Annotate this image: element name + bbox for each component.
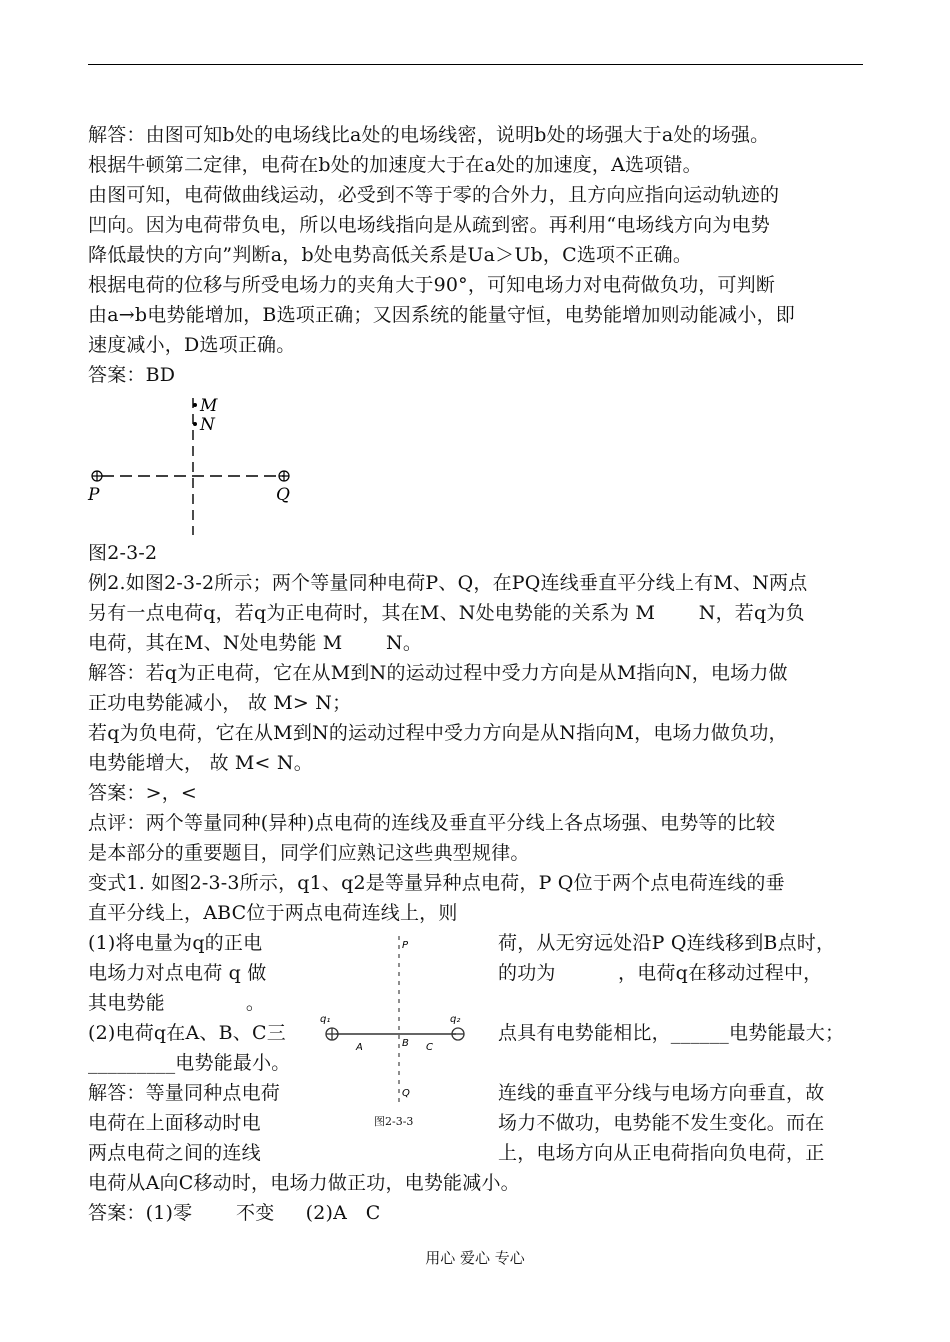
label-q: Q	[276, 485, 290, 505]
figure-caption: 图2-3-3	[374, 1115, 414, 1128]
label-p: P	[402, 940, 409, 951]
text-line: 若q为负电荷，它在从M到N的运动过程中受力方向是从N指向M，电场力做负功，	[88, 722, 788, 744]
point-n-dot	[193, 422, 197, 426]
label-b: B	[402, 1038, 409, 1049]
text-line: 降低最快的方向”判断a，b处电势高低关系是Ua＞Ub，C选项不正确。	[88, 244, 693, 266]
answer-line: 答案：>，<	[88, 782, 198, 804]
label-a: A	[356, 1042, 363, 1053]
header-rule	[88, 64, 863, 65]
label-q: Q	[402, 1088, 410, 1099]
right-column-line: 连线的垂直平分线与电场方向垂直，故	[498, 1082, 825, 1104]
text-line: 解答：若q为正电荷，它在从M到N的运动过程中受力方向是从M指向N，电场力做	[88, 662, 788, 684]
label-m: M	[200, 396, 218, 416]
left-column-line: (1)将电量为q的正电	[88, 932, 263, 954]
text-line: 例2.如图2-3-2所示；两个等量同种电荷P、Q，在PQ连线垂直平分线上有M、N两点	[88, 572, 808, 594]
text-line: 点评：两个等量同种(异种)点电荷的连线及垂直平分线上各点场强、电势等的比较	[88, 812, 776, 834]
left-column-line: 其电势能 。	[88, 992, 266, 1014]
page-footer: 用心 爱心 专心	[425, 1249, 525, 1267]
figure-2-3-3	[318, 936, 493, 1126]
right-column-line: 上，电场方向从正电荷指向负电荷，正	[498, 1142, 825, 1164]
text-line: 电势能增大， 故 M< N。	[88, 752, 313, 774]
text-line: 由图可知，电荷做曲线运动，必受到不等于零的合外力，且方向应指向运动轨迹的	[88, 184, 780, 206]
right-column-line: 的功为 ，电荷q在移动过程中，	[498, 962, 823, 984]
text-line: 正功电势能减小， 故 M> N；	[88, 692, 352, 714]
answer-line: 答案：(1)零 不变 (2)A C	[88, 1202, 381, 1224]
text-line: 电荷，其在M、N处电势能 M N。	[88, 632, 423, 654]
charge-p-icon	[92, 471, 102, 481]
figure-caption: 图2-3-2	[88, 542, 158, 564]
text-line: 由a→b电势能增加，B选项正确；又因系统的能量守恒，电势能增加则动能减小，即	[88, 304, 795, 326]
left-column-line: _________电势能最小。	[88, 1052, 291, 1074]
text-line: 电荷从A向C移动时，电场力做正功，电势能减小。	[88, 1172, 520, 1194]
text-line: 根据牛顿第二定律，电荷在b处的加速度大于在a处的加速度，A选项错。	[88, 154, 702, 176]
left-column-line: 两点电荷之间的连线	[88, 1142, 261, 1164]
text-line: 是本部分的重要题目，同学们应熟记这些典型规律。	[88, 842, 530, 864]
right-column-line: 点具有电势能相比，______电势能最大；	[498, 1022, 845, 1044]
figure-2-3-2	[88, 390, 308, 540]
label-p: P	[88, 485, 100, 505]
charge-q-icon	[279, 471, 289, 481]
charge-q1-icon	[326, 1028, 338, 1040]
label-q1: q₁	[320, 1014, 331, 1025]
label-q2: q₂	[450, 1014, 461, 1025]
left-column-line: 解答：等量同种点电荷	[88, 1082, 281, 1104]
text-line: 速度减小，D选项正确。	[88, 334, 296, 356]
left-column-line: 电场力对点电荷 q 做	[88, 962, 267, 984]
charge-q2-icon	[452, 1028, 464, 1040]
text-line: 凹向。因为电荷带负电，所以电场线指向是从疏到密。再利用“电场线方向为电势	[88, 214, 770, 236]
text-line: 直平分线上，ABC位于两点电荷连线上，则	[88, 902, 458, 924]
text-line: 根据电荷的位移与所受电场力的夹角大于90°，可知电场力对电荷做负功，可判断	[88, 274, 776, 296]
answer-line: 答案：BD	[88, 364, 176, 386]
text-line: 另有一点电荷q，若q为正电荷时，其在M、N处电势能的关系为 M N，若q为负	[88, 602, 805, 624]
text-line: 解答：由图可知b处的电场线比a处的电场线密，说明b处的场强大于a处的场强。	[88, 124, 770, 146]
right-column-line: 荷，从无穷远处沿P Q连线移到B点时，	[498, 932, 836, 954]
label-n: N	[200, 415, 215, 435]
left-column-line: 电荷在上面移动时电	[88, 1112, 261, 1134]
label-c: C	[426, 1042, 433, 1053]
point-m-dot	[193, 403, 197, 407]
left-column-line: (2)电荷q在A、B、C三	[88, 1022, 286, 1044]
right-column-line: 场力不做功，电势能不发生变化。而在	[498, 1112, 825, 1134]
text-line: 变式1. 如图2-3-3所示，q1、q2是等量异种点电荷，P Q位于两个点电荷连线的垂	[88, 872, 785, 894]
